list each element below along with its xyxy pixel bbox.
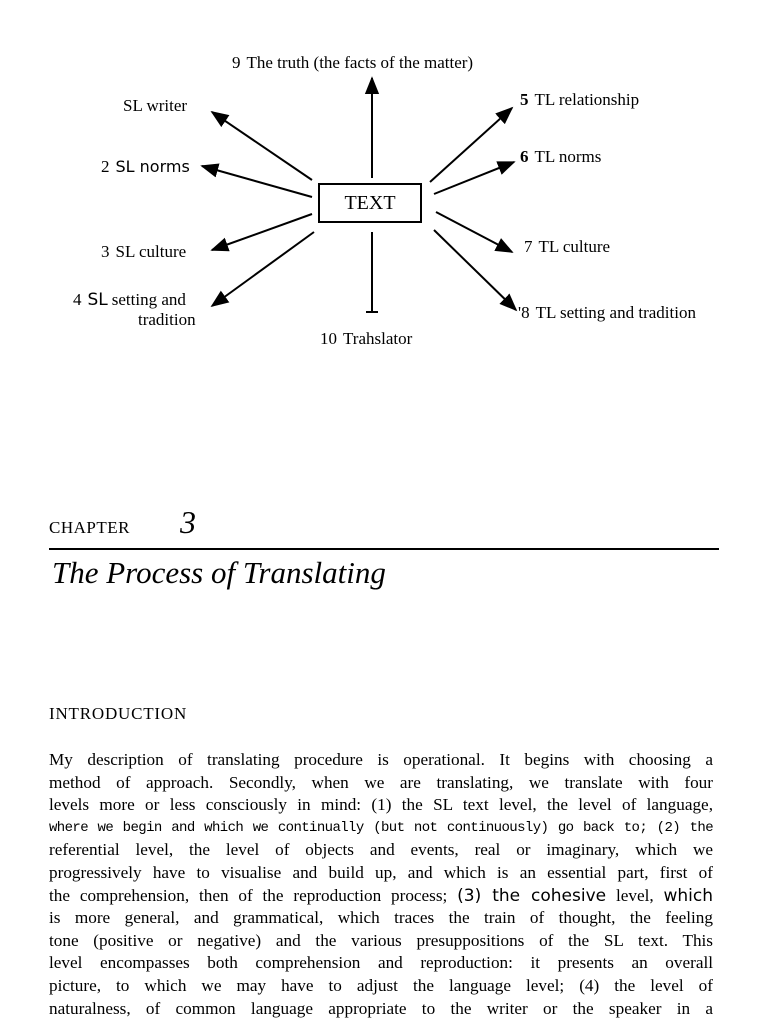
label-sl-norms: 2 SL norms bbox=[101, 157, 190, 176]
label-tl-setting: '8 TL setting and tradition bbox=[518, 303, 696, 322]
text-line: tone (positive or negative) and the various presuppositions of the SL text. This bbox=[49, 930, 713, 950]
chapter-number: 3 bbox=[180, 504, 196, 540]
label-tl-culture: 7 TL culture bbox=[524, 237, 611, 256]
text-line: method of approach. Secondly, when we are translating, we translate with four bbox=[49, 772, 713, 792]
arrow-tl-relationship bbox=[430, 108, 512, 182]
text-line: progressively have to visualise and build up, and which is an essential part, first of bbox=[49, 862, 713, 882]
label-translator: 10 Trahslator bbox=[320, 329, 413, 348]
text-line: where we begin and which we continually (but not continuously) go back to; (2) the bbox=[49, 819, 713, 836]
text-line: picture, to which we may have to adjust the language level; (4) the level of bbox=[49, 975, 713, 995]
label-truth: 9 The truth (the facts of the matter) bbox=[232, 53, 474, 72]
arrow-tl-setting bbox=[434, 230, 516, 310]
label-sl-writer: SL writer bbox=[123, 96, 188, 115]
arrow-sl-norms bbox=[202, 166, 312, 197]
text-line: levels more or less consciously in mind: (1) the SL text level, the level of language, bbox=[49, 795, 713, 815]
diagram-center-box: TEXT bbox=[318, 183, 422, 223]
text-line: My description of translating procedure is operational. It begins with choosing a bbox=[49, 750, 713, 769]
text-line: the comprehension, then of the reproduction process; (3) the cohesive level, which bbox=[49, 885, 714, 906]
chapter-rule bbox=[49, 548, 719, 550]
body-paragraph bbox=[49, 749, 713, 1020]
arrow-tl-culture bbox=[436, 212, 512, 252]
label-sl-culture: 3 SL culture bbox=[101, 242, 187, 261]
text-line: referential level, the level of objects and events, real or imaginary, which we bbox=[49, 840, 713, 860]
chapter-label: CHAPTER bbox=[49, 518, 130, 537]
text-line: level encompasses both comprehension and reproduction: it presents an overall bbox=[49, 953, 713, 973]
text-line: is more general, and grammatical, which traces the train of thought, the feeling bbox=[49, 908, 713, 928]
section-heading: INTRODUCTION bbox=[49, 704, 188, 723]
arrow-sl-setting bbox=[212, 232, 314, 306]
text-line: naturalness, of common language appropriate to the writer or the speaker in a bbox=[49, 998, 713, 1018]
label-tl-relationship: 5 TL relationship bbox=[520, 90, 640, 109]
label-tl-norms: 6 TL norms bbox=[520, 147, 602, 166]
arrow-sl-writer bbox=[212, 112, 312, 180]
chapter-title: The Process of Translating bbox=[52, 555, 386, 590]
label-sl-setting-line2: tradition bbox=[138, 310, 196, 329]
label-sl-setting: 4 SL setting and bbox=[73, 290, 186, 310]
